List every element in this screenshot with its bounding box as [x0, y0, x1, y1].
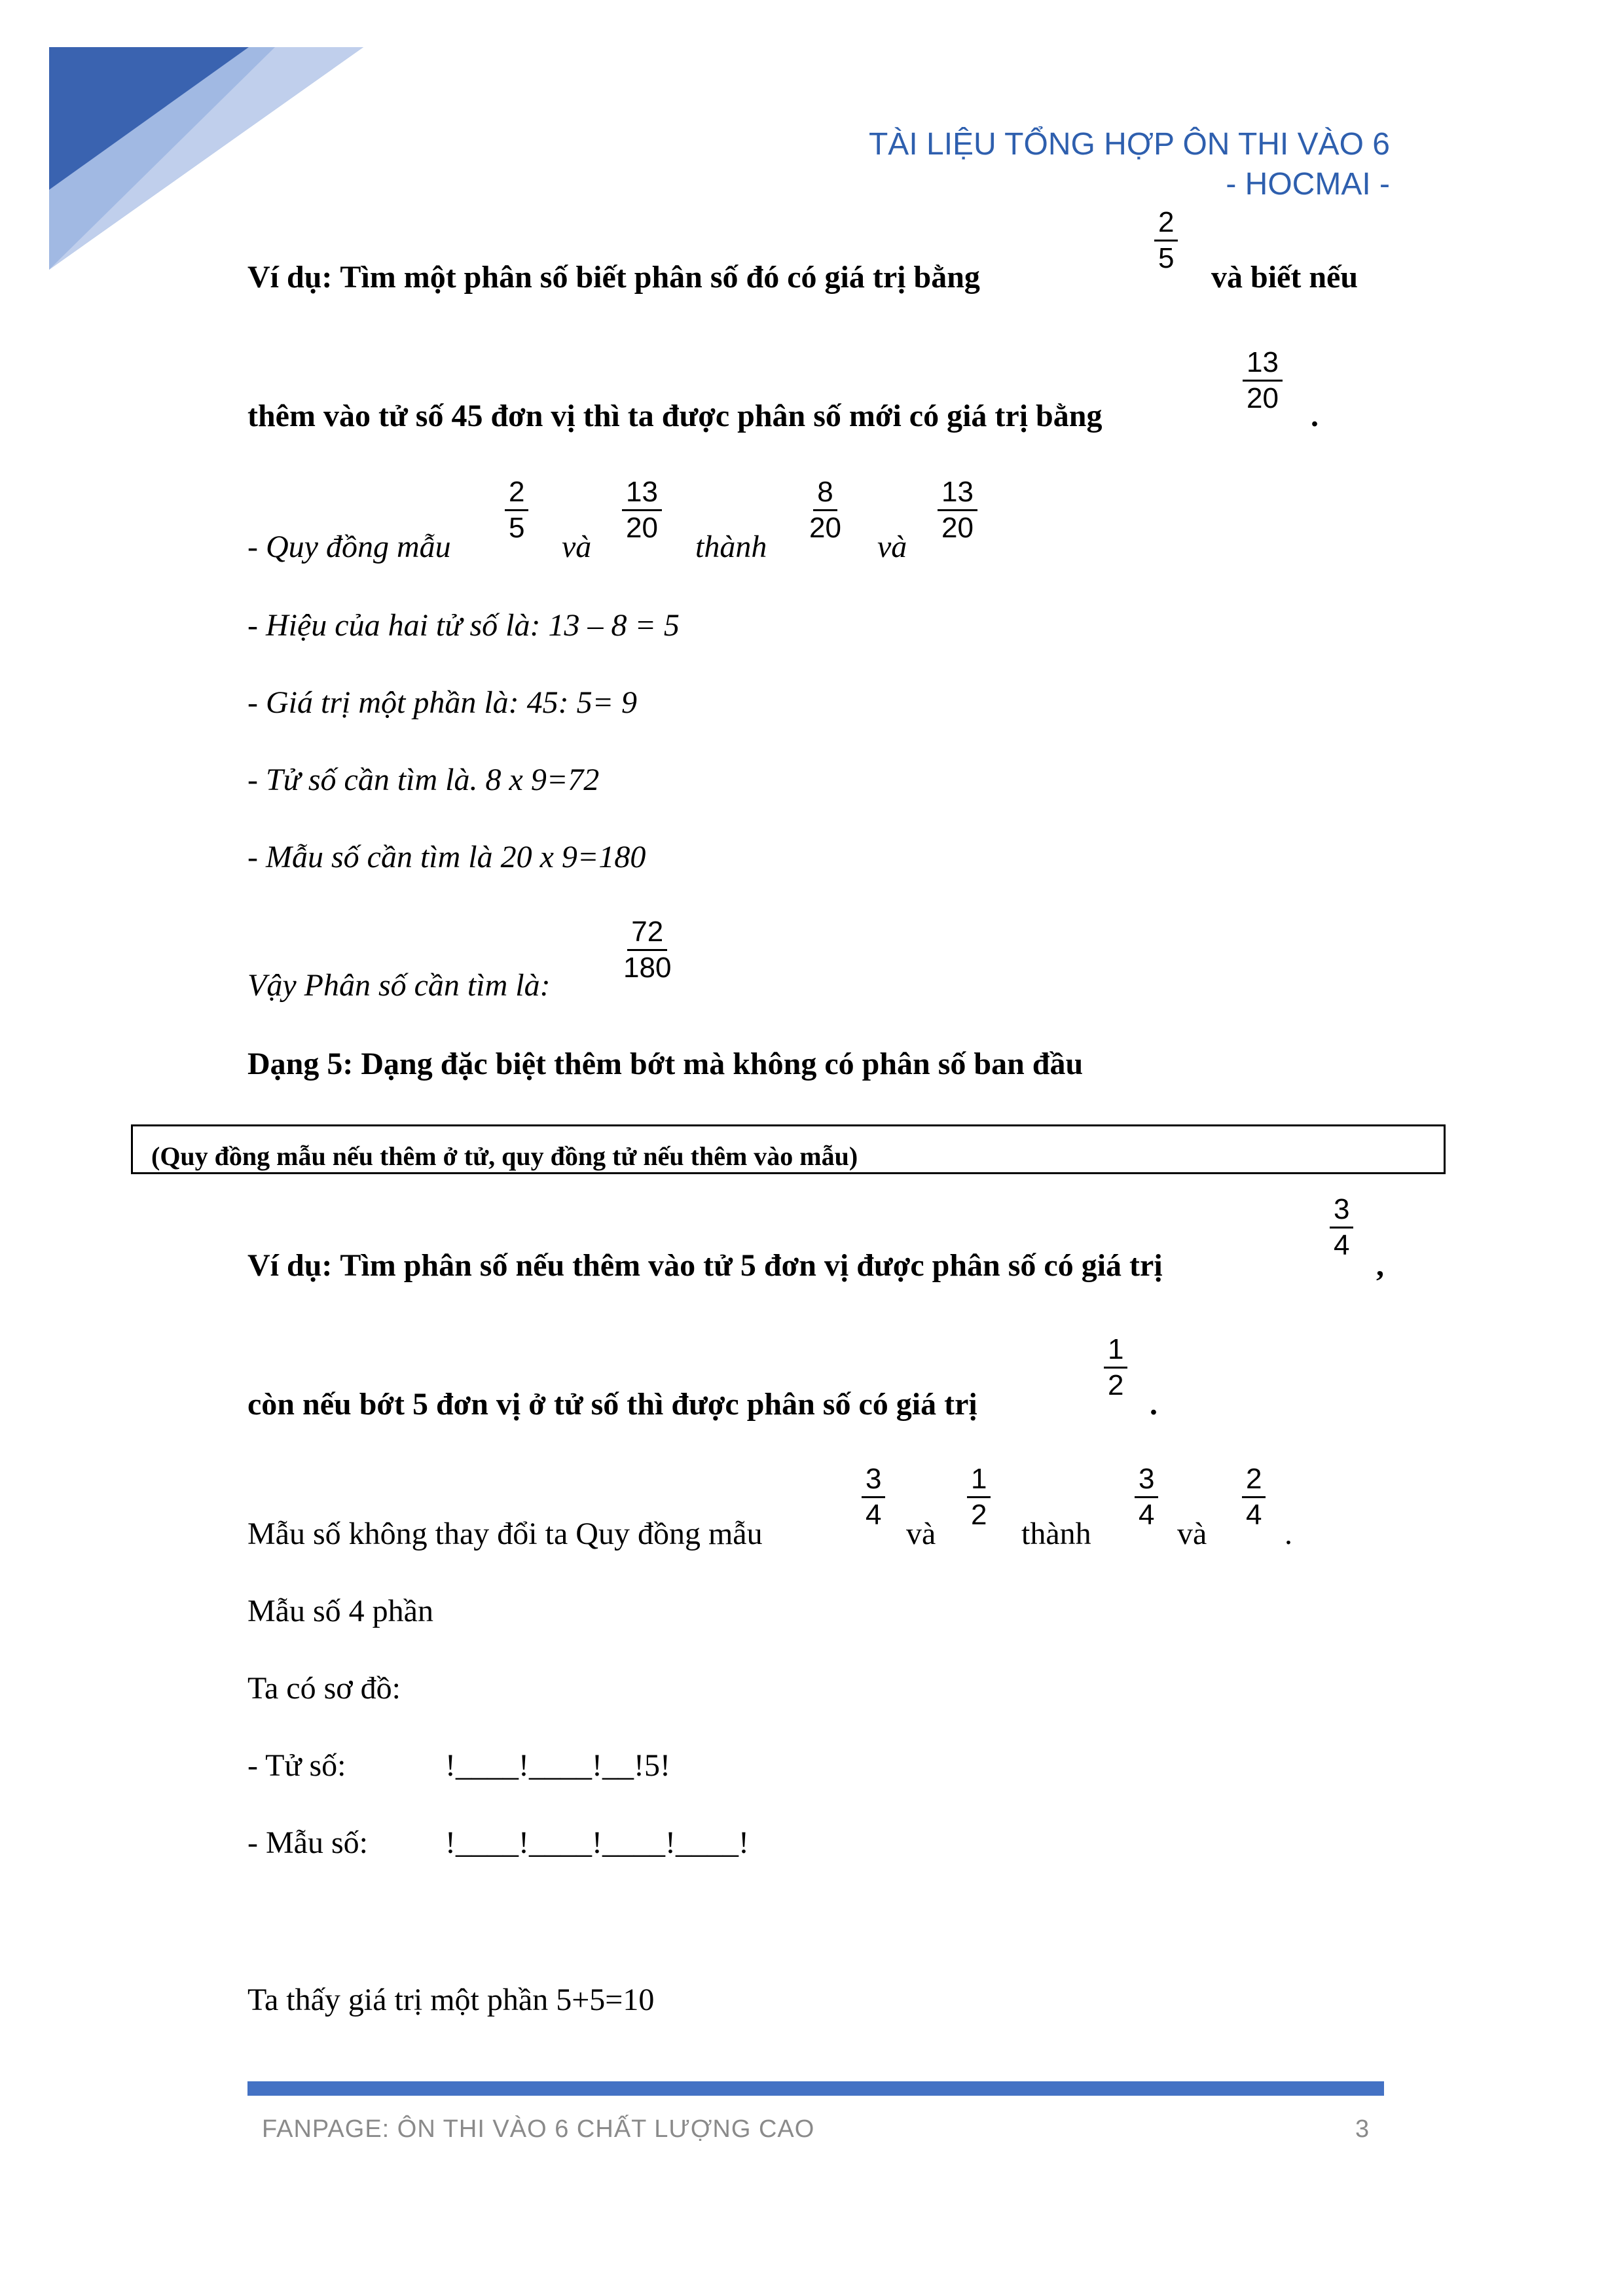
- solution1-fraction-3: $\frac{8}{20}$: [809, 476, 841, 544]
- solution1-fraction-1: $\frac{2}{5}$: [505, 475, 528, 545]
- solution2-line1-and1: và: [906, 1516, 936, 1551]
- footer-fanpage: FANPAGE: ÔN THI VÀO 6 CHẤT LƯỢNG CAO: [262, 2115, 815, 2143]
- solution1-step2: - Hiệu của hai tử số là: 13 – 8 = 5: [247, 608, 680, 643]
- solution2-line1-into: thành: [1021, 1516, 1091, 1551]
- solution1-step1-and1: và: [562, 529, 592, 564]
- solution1-conclusion: Vậy Phân số cần tìm là:: [247, 968, 551, 1003]
- diagram-denominator-bar: !____!____!____!____!: [445, 1825, 749, 1860]
- solution2-fraction-2: $\frac{1}{2}$: [967, 1462, 991, 1532]
- solution1-step1-and2: và: [877, 529, 907, 564]
- example1-text: Tìm một phân số biết phân số đó có giá trị bằng: [340, 260, 980, 295]
- solution1-step1-prefix: - Quy đồng mẫu: [247, 529, 451, 564]
- solution1-fraction-4: $\frac{13}{20}$: [938, 475, 977, 545]
- solution2-line1-tail: .: [1285, 1516, 1292, 1551]
- example1-fraction-b: $\frac{13}{20}$: [1243, 346, 1283, 416]
- example2-fraction-a: $\frac{3}{4}$: [1330, 1193, 1353, 1263]
- solution1-fraction-2: $\frac{13}{20}$: [622, 475, 662, 545]
- example1-label: Ví dụ:: [247, 260, 333, 295]
- corner-decoration: [0, 0, 406, 288]
- header-title: TÀI LIỆU TỔNG HỢP ÔN THI VÀO 6: [868, 127, 1390, 162]
- solution1-step4: - Tử số cần tìm là. 8 x 9=72: [247, 762, 600, 797]
- section5-heading: Dạng 5: Dạng đặc biệt thêm bớt mà không có phân số ban đầu: [247, 1047, 1084, 1081]
- solution2-conclusion: Ta thấy giá trị một phần 5+5=10: [247, 1982, 655, 2017]
- solution2-fraction-1: $\frac{3}{4}$: [862, 1462, 885, 1532]
- example2-fraction-b: $\frac{1}{2}$: [1104, 1333, 1127, 1403]
- solution2-line1-and2: và: [1177, 1516, 1207, 1551]
- solution2-line2: Mẫu số 4 phần: [247, 1594, 433, 1628]
- example1-line2: thêm vào tử số 45 đơn vị thì ta được phân số mới có giá trị bằng: [247, 399, 1103, 433]
- footer-page-number: 3: [1355, 2115, 1370, 2143]
- solution2-line3: Ta có sơ đồ:: [247, 1671, 401, 1706]
- example1-line2-tail: .: [1311, 399, 1319, 433]
- example2-text: Tìm phân số nếu thêm vào tử 5 đơn vị được phân số có giá trị: [340, 1248, 1163, 1283]
- solution1-step3: - Giá trị một phần là: 45: 5= 9: [247, 685, 638, 720]
- solution2-fraction-3: $\frac{3}{4}$: [1135, 1462, 1158, 1532]
- header-subtitle: - HOCMAI -: [1226, 167, 1390, 202]
- solution2-line1-prefix: Mẫu số không thay đổi ta Quy đồng mẫu: [247, 1516, 763, 1551]
- example2-label: Ví dụ:: [247, 1248, 333, 1283]
- diagram-denominator-label: - Mẫu số:: [247, 1825, 368, 1860]
- solution1-step5: - Mẫu số cần tìm là 20 x 9=180: [247, 840, 646, 874]
- solution1-answer-fraction: $\frac{72}{180}$: [623, 916, 672, 984]
- example1-fraction-a: $\frac{2}{5}$: [1154, 206, 1178, 276]
- footer-rule: [247, 2081, 1384, 2096]
- section5-note-box: [131, 1124, 1446, 1174]
- section5-note: (Quy đồng mẫu nếu thêm ở tử, quy đồng tử nếu thêm vào mẫu): [151, 1141, 858, 1171]
- diagram-numerator-label: - Tử số:: [247, 1748, 346, 1783]
- diagram-numerator-bar: !____!____!__!5!: [445, 1748, 670, 1783]
- solution2-fraction-4: $\frac{2}{4}$: [1242, 1462, 1266, 1532]
- example2-line2-tail: .: [1150, 1387, 1158, 1422]
- example1-line1-tail: và biết nếu: [1211, 260, 1359, 295]
- example1-line1: [247, 259, 980, 296]
- solution1-step1-into: thành: [695, 529, 767, 564]
- example2-line2: còn nếu bớt 5 đơn vị ở tử số thì được phân số có giá trị: [247, 1387, 977, 1422]
- example2-line1: [247, 1247, 1163, 1284]
- example2-line1-tail: ,: [1376, 1248, 1384, 1283]
